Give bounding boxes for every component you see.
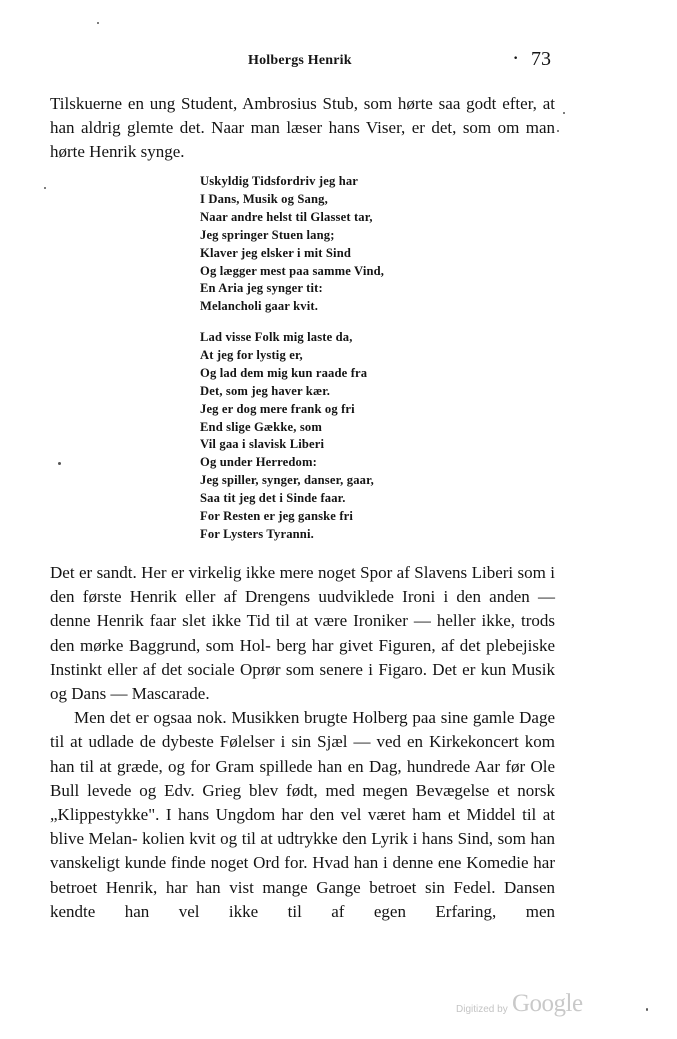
- paper-speck: [557, 130, 559, 132]
- verse-line: End slige Gække, som: [200, 419, 322, 434]
- intro-line: efter, at han aldrig glemte det. Naar man læser hans Viser, er: [50, 94, 555, 138]
- paper-speck: [646, 1008, 648, 1011]
- verse-line: Uskyldig Tidsfordriv jeg har: [200, 174, 359, 188]
- paragraph-line: kolien kvit og til at udtrykke den Lyrik i hans Sind, som han: [142, 829, 555, 849]
- verse-line: Lad visse Folk mig laste da,: [200, 330, 353, 344]
- verse-line: Og lad dem mig kun raade fra: [200, 365, 368, 380]
- page-number: 73: [531, 48, 551, 70]
- verse-line: Jeg spiller, synger, danser, gaar,: [200, 473, 374, 488]
- poem-stanza-2: [200, 329, 540, 544]
- verse-line: For Lysters Tyranni.: [200, 526, 314, 541]
- verse-line: Jeg springer Stuen lang;: [200, 227, 335, 242]
- google-logo: Google: [512, 990, 583, 1017]
- paragraph-line: sociale Oprør som senere i Figaro. Det er kun Musik og Dans: [50, 659, 555, 704]
- paragraph-line: Men det er ogsaa nok. Musikken brugte Holberg paa sine: [74, 708, 469, 728]
- paragraph-line: gamle Dage til at udlade de dybeste Følelser i sin Sjæl — ved: [50, 708, 556, 752]
- running-head-title: Holbergs Henrik: [248, 53, 352, 68]
- verse-line: At jeg for lystig er,: [200, 347, 303, 362]
- intro-line: Tilskuerne en ung Student, Ambrosius Stub, som hørte saa godt: [50, 94, 497, 113]
- paragraph-line: Liberi som i den første Henrik eller af Drengens uudviklede: [50, 563, 556, 607]
- paragraph-line: blev født, med megen Bevægelse et norsk „Klippestykke". I: [50, 780, 556, 825]
- digitized-by-watermark: [456, 990, 616, 1020]
- running-head: [0, 50, 677, 74]
- paragraph-line: berg har givet Figuren, af det plebejiske Instinkt eller af det: [50, 635, 555, 679]
- paragraph-2: [50, 561, 555, 706]
- verse-line: Og under Herredom:: [200, 455, 317, 470]
- verse-line: For Resten er jeg ganske fri: [200, 509, 354, 524]
- paper-speck: [58, 462, 61, 465]
- verse-line: Vil gaa i slavisk Liberi: [200, 437, 325, 452]
- paragraph-line: vanskeligt kunde finde noget Ord for. Hvad han i denne ene: [50, 853, 462, 873]
- paragraph-3: [50, 706, 555, 924]
- verse-line: Jeg er dog mere frank og fri: [200, 401, 355, 416]
- verse-line: En Aria jeg synger tit:: [200, 281, 323, 296]
- paragraph-line: Ironiker — heller ikke, trods den mørke Baggrund, som Hol-: [50, 611, 556, 655]
- paragraph-line: hans Ungdom har den vel været ham et Middel til at blive Melan-: [50, 805, 555, 849]
- verse-line: Melancholi gaar kvit.: [200, 299, 319, 314]
- verse-line: I Dans, Musik og Sang,: [200, 191, 328, 206]
- paper-speck: [563, 112, 565, 114]
- poem-stanza-1: [200, 173, 540, 316]
- verse-line: Saa tit jeg det i Sinde faar.: [200, 491, 346, 506]
- paragraph-line: Det er sandt. Her er virkelig ikke mere noget Spor af Slavens: [50, 563, 468, 582]
- verse-line: Det, som jeg haver kær.: [200, 383, 331, 398]
- intro-paragraph: [50, 92, 555, 165]
- verse-line: Og lægger mest paa samme Vind,: [200, 263, 385, 278]
- main-text-block: [50, 561, 555, 924]
- paragraph-line: Komedie har betroet Henrik, har han vist mange Gange betroet: [50, 853, 555, 897]
- paragraph-line: Ironi i den anden — denne Henrik faar slet ikke Tid til at være: [50, 587, 556, 631]
- paragraph-line: — Mascarade.: [110, 684, 210, 704]
- paragraph-line: sin Fedel. Dansen kendte han vel ikke til af egen Erfaring, men: [50, 877, 556, 921]
- paper-speck: [97, 22, 99, 24]
- intro-line: det, som om man hørte Henrik synge.: [50, 118, 556, 162]
- paper-speck: [44, 187, 46, 189]
- watermark-label: Digitized by: [456, 1004, 508, 1015]
- verse-line: Naar andre helst til Glasset tar,: [200, 209, 373, 224]
- verse-line: Klaver jeg elsker i mit Sind: [200, 245, 352, 260]
- paragraph-line: en Kirkekoncert kom han til at græde, og for Gram spillede: [50, 732, 555, 776]
- intro-paragraph-block: [50, 92, 555, 165]
- running-head-dot: ·: [513, 50, 519, 67]
- paragraph-line: han en Dag, hundrede Aar før Ole Bull levede og Edv. Grieg: [50, 756, 556, 800]
